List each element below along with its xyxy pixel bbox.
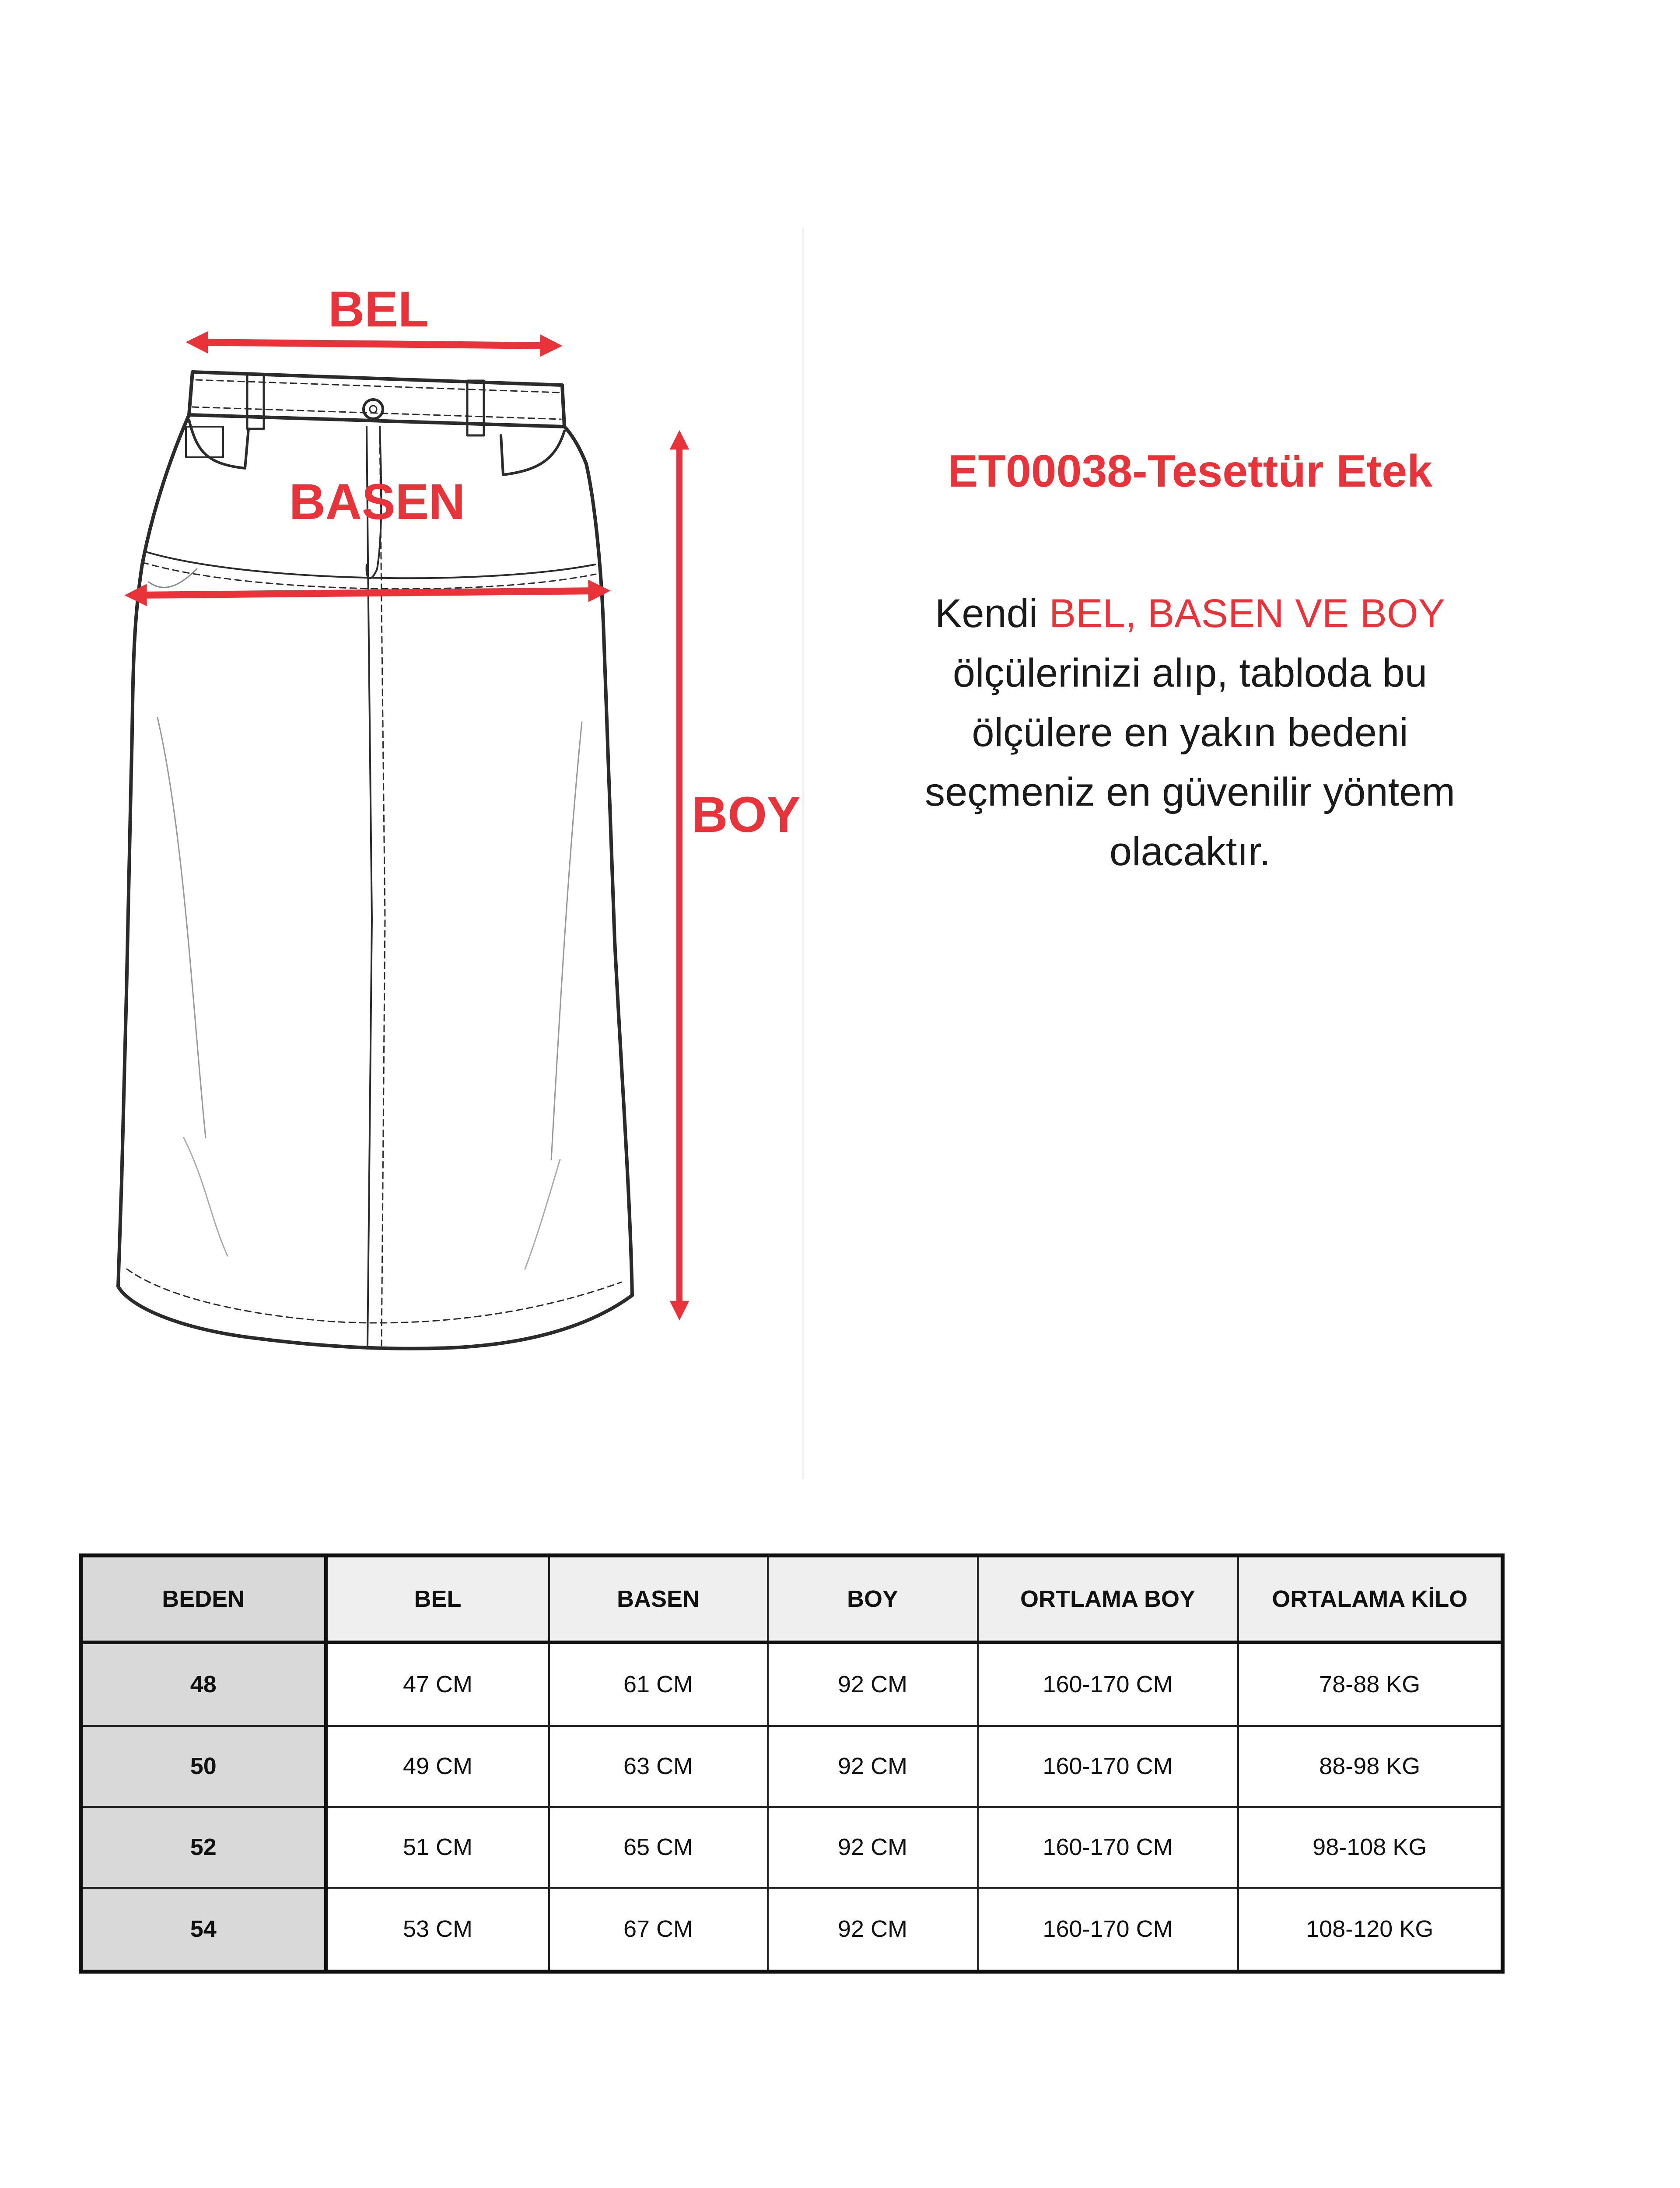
bel-cell: 53 CM: [326, 1888, 549, 1972]
bel-cell: 49 CM: [326, 1726, 549, 1807]
boy-cell: 92 CM: [768, 1888, 978, 1972]
ortalama-kilo-cell: 78-88 KG: [1238, 1642, 1503, 1726]
header-beden: BEDEN: [81, 1556, 326, 1643]
size-cell: 54: [81, 1888, 326, 1972]
ortlama-boy-cell: 160-170 CM: [978, 1642, 1238, 1726]
header-ortalama-kilo: ORTALAMA KİLO: [1238, 1556, 1503, 1643]
table-row: [81, 1726, 1503, 1807]
boy-cell: 92 CM: [768, 1726, 978, 1807]
instruction-line-4: seçmeniz en güvenilir yöntem: [925, 770, 1455, 815]
basen-cell: 61 CM: [549, 1642, 768, 1726]
instruction-line-5: olacaktır.: [1109, 829, 1271, 874]
basen-cell: 63 CM: [549, 1726, 768, 1807]
bel-cell: 51 CM: [326, 1807, 549, 1888]
basen-arrow: [136, 591, 599, 595]
bel-cell: 47 CM: [326, 1642, 549, 1726]
size-cell: 50: [81, 1726, 326, 1807]
header-bel: BEL: [326, 1556, 549, 1643]
header-basen: BASEN: [549, 1556, 768, 1643]
boy-cell: 92 CM: [768, 1642, 978, 1726]
ortlama-boy-cell: 160-170 CM: [978, 1888, 1238, 1972]
instruction-text: [858, 584, 1522, 881]
instruction-highlight: BEL, BASEN VE BOY: [1049, 591, 1445, 636]
bel-arrow: [197, 342, 551, 346]
header-ortlama-boy: ORTLAMA BOY: [978, 1556, 1238, 1643]
ortalama-kilo-cell: 98-108 KG: [1238, 1807, 1503, 1888]
table-header-row: [81, 1556, 1503, 1643]
boy-cell: 92 CM: [768, 1807, 978, 1888]
ortlama-boy-cell: 160-170 CM: [978, 1726, 1238, 1807]
header-boy: BOY: [768, 1556, 978, 1643]
table-row: [81, 1642, 1503, 1726]
bel-label: BEL: [328, 281, 429, 337]
instruction-prefix: Kendi: [935, 591, 1049, 636]
instruction-line-2: ölçülerinizi alıp, tabloda bu: [952, 651, 1428, 696]
basen-cell: 65 CM: [549, 1807, 768, 1888]
basen-cell: 67 CM: [549, 1888, 768, 1972]
basen-label: BASEN: [289, 474, 466, 530]
table-row: [81, 1807, 1503, 1888]
info-panel: [858, 446, 1522, 881]
ortalama-kilo-cell: 108-120 KG: [1238, 1888, 1503, 1972]
table-row: [81, 1888, 1503, 1972]
size-cell: 52: [81, 1807, 326, 1888]
instruction-line-1: [858, 584, 1522, 643]
product-title: ET00038-Tesettür Etek: [948, 446, 1432, 497]
size-cell: 48: [81, 1642, 326, 1726]
size-table: [79, 1553, 1505, 1974]
ortalama-kilo-cell: 88-98 KG: [1238, 1726, 1503, 1807]
ortlama-boy-cell: 160-170 CM: [978, 1807, 1238, 1888]
boy-label: BOY: [691, 787, 801, 843]
instruction-line-3: ölçülere en yakın bedeni: [972, 710, 1408, 755]
